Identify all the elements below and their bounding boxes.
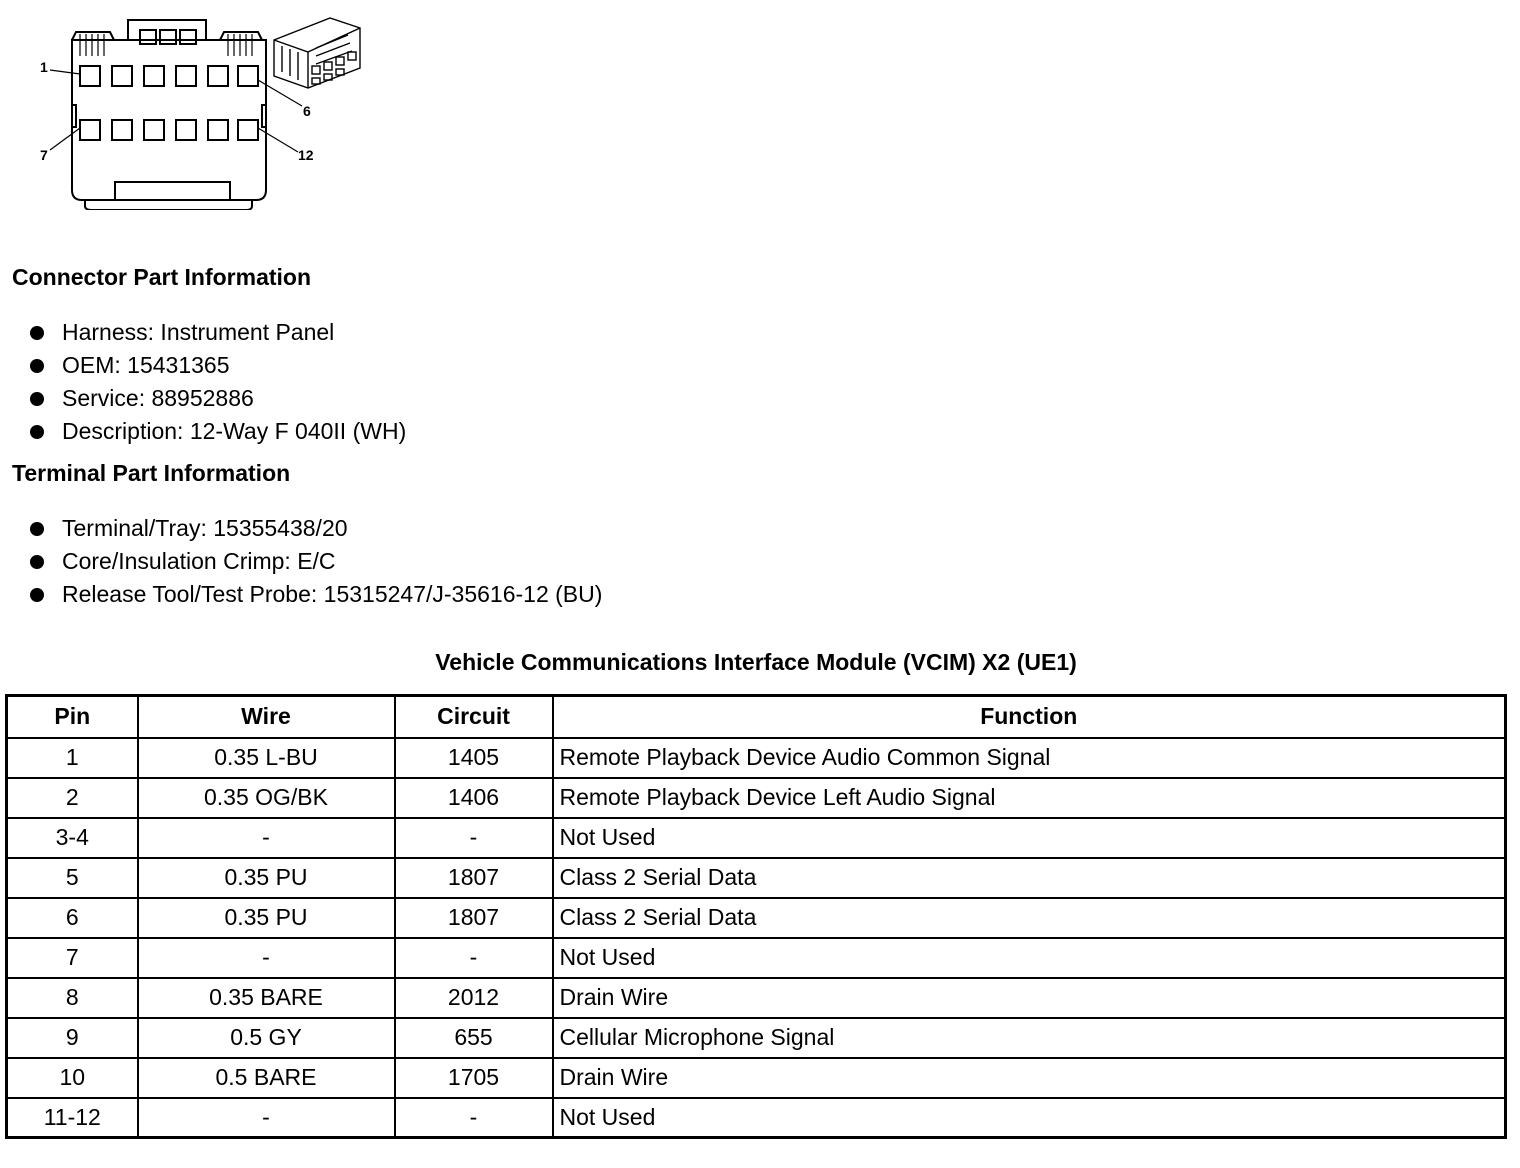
table-row (7, 1098, 1506, 1138)
pin-label-12: 12 (298, 147, 314, 163)
cell-pin: 1 (7, 738, 138, 778)
cell-function: Class 2 Serial Data (553, 858, 1506, 898)
connector-info-heading: Connector Part Information (12, 264, 312, 290)
cell-function: Class 2 Serial Data (553, 898, 1506, 938)
table-row (7, 898, 1506, 938)
cell-pin: 7 (7, 938, 138, 978)
table-header-row (7, 696, 1506, 738)
cell-circuit: 1405 (395, 738, 553, 778)
pin-label-6: 6 (303, 103, 311, 119)
cell-pin: 6 (7, 898, 138, 938)
cell-circuit: 1807 (395, 858, 553, 898)
list-item: Release Tool/Test Probe: 15315247/J-35616-12 (BU) (30, 578, 602, 611)
cell-function: Not Used (553, 818, 1506, 858)
connector-face-diagram (30, 10, 370, 210)
cell-pin: 2 (7, 778, 138, 818)
cell-wire: 0.5 BARE (138, 1058, 395, 1098)
cell-function: Not Used (553, 938, 1506, 978)
cell-circuit: - (395, 818, 553, 858)
table-row (7, 818, 1506, 858)
list-item: Terminal/Tray: 15355438/20 (30, 512, 602, 545)
table-row (7, 978, 1506, 1018)
cell-function: Cellular Microphone Signal (553, 1018, 1506, 1058)
table-row (7, 858, 1506, 898)
cell-wire: - (138, 818, 395, 858)
header-function: Function (553, 696, 1506, 738)
header-wire: Wire (138, 696, 395, 738)
cell-wire: 0.35 OG/BK (138, 778, 395, 818)
list-item: Service: 88952886 (30, 382, 406, 415)
cell-circuit: - (395, 1098, 553, 1138)
cell-function: Not Used (553, 1098, 1506, 1138)
cell-wire: 0.35 L-BU (138, 738, 395, 778)
pin-out-table (5, 694, 1507, 1139)
cell-pin: 8 (7, 978, 138, 1018)
terminal-info-list (30, 512, 602, 611)
terminal-info-heading: Terminal Part Information (12, 460, 291, 486)
table-row (7, 1018, 1506, 1058)
list-item: OEM: 15431365 (30, 349, 406, 382)
cell-wire: 0.35 PU (138, 858, 395, 898)
list-item: Core/Insulation Crimp: E/C (30, 545, 602, 578)
cell-wire: 0.35 PU (138, 898, 395, 938)
cell-circuit: 655 (395, 1018, 553, 1058)
cell-wire: - (138, 1098, 395, 1138)
cell-pin: 10 (7, 1058, 138, 1098)
cell-pin: 5 (7, 858, 138, 898)
list-item: Harness: Instrument Panel (30, 316, 406, 349)
table-row (7, 1058, 1506, 1098)
cell-wire: 0.35 BARE (138, 978, 395, 1018)
cell-function: Drain Wire (553, 978, 1506, 1018)
cell-circuit: 1807 (395, 898, 553, 938)
pin-label-7: 7 (40, 147, 48, 163)
cell-pin: 11-12 (7, 1098, 138, 1138)
cell-circuit: 2012 (395, 978, 553, 1018)
cell-wire: - (138, 938, 395, 978)
cell-circuit: 1406 (395, 778, 553, 818)
pin-label-1: 1 (40, 59, 48, 75)
table-row (7, 738, 1506, 778)
cell-circuit: - (395, 938, 553, 978)
table-row (7, 778, 1506, 818)
header-circuit: Circuit (395, 696, 553, 738)
cell-function: Remote Playback Device Left Audio Signal (553, 778, 1506, 818)
list-item: Description: 12-Way F 040II (WH) (30, 415, 406, 448)
connector-info-list (30, 316, 406, 448)
header-pin: Pin (7, 696, 138, 738)
table-title: Vehicle Communications Interface Module (VCIM) X2 (UE1) (435, 649, 1077, 675)
cell-pin: 9 (7, 1018, 138, 1058)
cell-wire: 0.5 GY (138, 1018, 395, 1058)
cell-function: Drain Wire (553, 1058, 1506, 1098)
cell-function: Remote Playback Device Audio Common Signal (553, 738, 1506, 778)
table-row (7, 938, 1506, 978)
cell-circuit: 1705 (395, 1058, 553, 1098)
cell-pin: 3-4 (7, 818, 138, 858)
